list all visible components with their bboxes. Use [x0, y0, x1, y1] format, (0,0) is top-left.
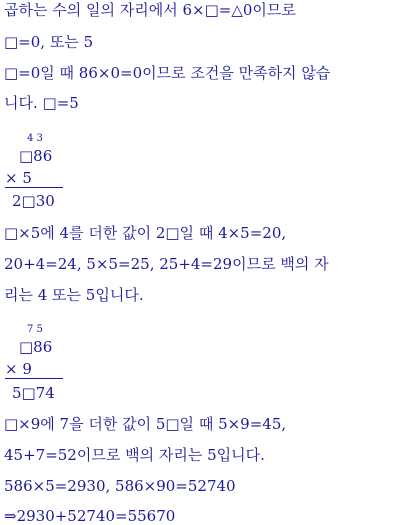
solution-line-9: 45+7=52이므로 백의 자리는 5입니다.: [4, 446, 265, 464]
solution-line-5: □×5에 4를 더한 값이 2□일 때 4×5=20,: [4, 224, 287, 242]
calc1-multiplier: × 5: [5, 169, 32, 187]
calc2-result: 5□74: [12, 384, 55, 402]
calc2-multiplier: × 9: [5, 360, 32, 378]
solution-line-7: 리는 4 또는 5입니다.: [4, 286, 144, 304]
calc2-rule: [5, 378, 63, 379]
calc1-multiplicand: □86: [19, 147, 53, 165]
calc2-multiplicand: □86: [19, 338, 53, 356]
solution-line-1: 곱하는 수의 일의 자리에서 6×□=△0이므로: [4, 1, 296, 19]
solution-line-4: 니다. □=5: [4, 94, 79, 112]
solution-line-10: 586×5=2930, 586×90=52740: [4, 477, 236, 495]
calc1-carries: 4 3: [27, 133, 43, 144]
solution-line-2: □=0, 또는 5: [4, 33, 94, 51]
solution-line-6: 20+4=24, 5×5=25, 25+4=29이므로 백의 자: [4, 255, 329, 273]
solution-line-3: □=0일 때 86×0=0이므로 조건을 만족하지 않습: [4, 64, 331, 82]
solution-line-8: □×9에 7을 더한 값이 5□일 때 5×9=45,: [4, 415, 287, 433]
solution-line-11: ⇒2930+52740=55670: [4, 507, 176, 525]
calc1-rule: [5, 187, 63, 188]
calc2-carries: 7 5: [27, 324, 43, 335]
calc1-result: 2□30: [12, 192, 55, 210]
